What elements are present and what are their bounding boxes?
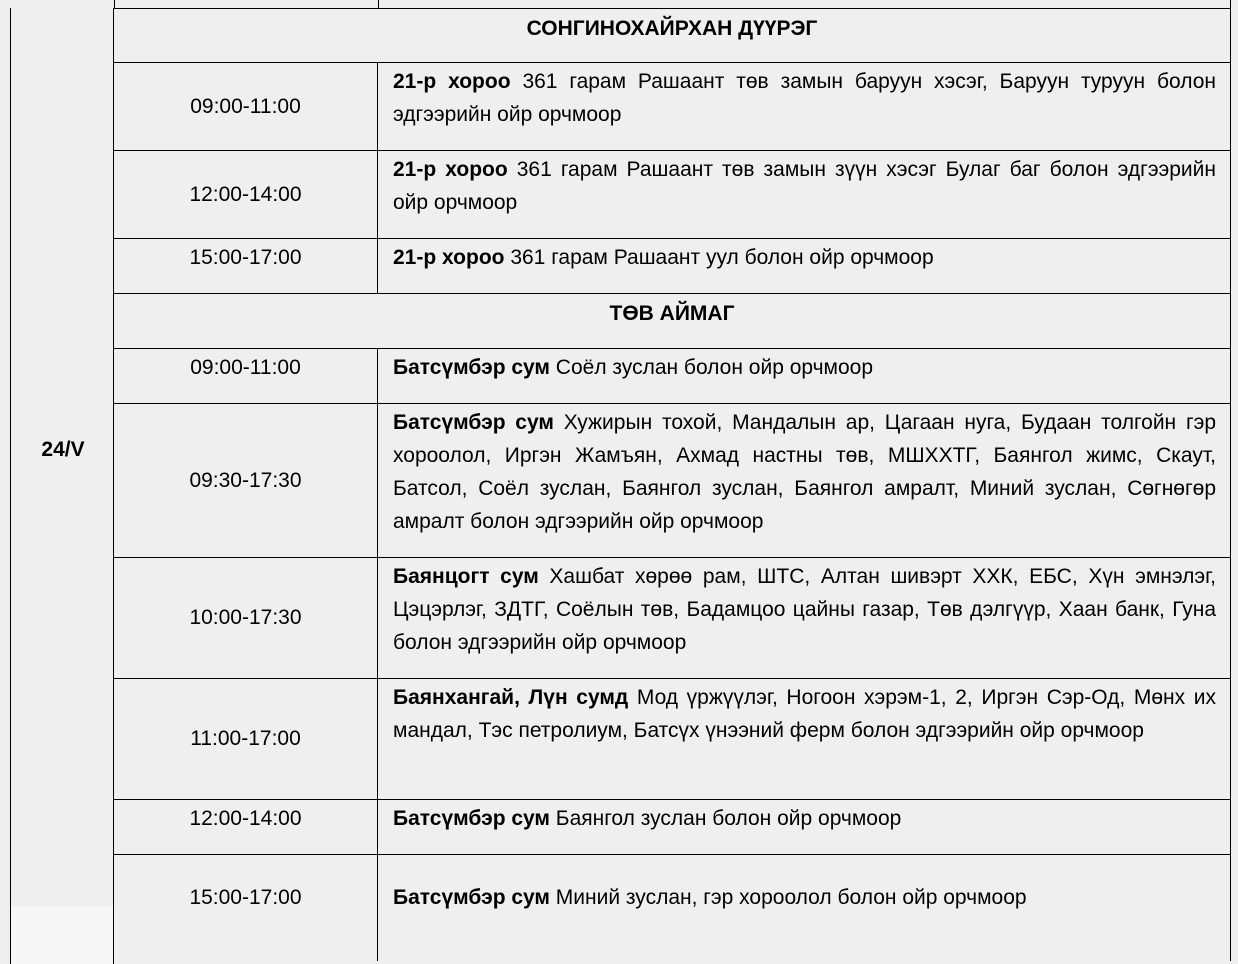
description-text: Баянгол зуслан болон ойр орчмоор [549,807,902,830]
time-cell: 12:00-14:00 [114,800,378,854]
table-row [114,63,1230,151]
table-row [114,679,1230,800]
table-row [114,855,1230,961]
description-cell [378,63,1230,150]
description-text: Миний зуслан, гэр хороолол болон ойр орчмоор [549,886,1027,909]
table-row [114,151,1230,239]
description-text: Мод үржүүлэг, Ногоон хэрэм-1, 2, Иргэн Сэр-Од, Мөнх их мандал, Тэс петролиум, Батсүх үнээний ферм болон эдгээрийн ойр орчмоор [393,686,1216,742]
place-name: 21-р хороо [393,70,511,93]
table-row [114,800,1230,855]
date-label: 24/V [41,438,85,461]
time-cell: 09:00-11:00 [114,63,378,150]
time-cell: 09:00-11:00 [114,349,378,403]
description-text: Соёл зуслан болон ойр орчмоор [549,356,874,379]
table-row [114,558,1230,679]
place-name: Батсүмбэр сум [393,356,550,379]
description-cell [378,558,1230,678]
time-cell: 15:00-17:00 [114,239,378,293]
time-cell: 09:30-17:30 [114,404,378,557]
description-text: 361 гарам Рашаант уул болон ойр орчмоор [504,246,934,269]
place-name: 21-р хороо [393,158,508,181]
place-name: 21-р хороо [393,246,505,269]
description-cell [378,800,1230,854]
time-cell: 10:00-17:30 [114,558,378,678]
time-cell: 12:00-14:00 [114,151,378,238]
top-strip-desc [378,0,1231,8]
date-column-lower [11,906,113,964]
place-name: Батсүмбэр сум [393,807,550,830]
date-column [10,8,114,964]
schedule-table [114,8,1231,961]
description-cell [378,679,1230,799]
place-name: Батсүмбэр сум [393,411,554,434]
description-cell [378,239,1230,293]
time-cell: 11:00-17:00 [114,679,378,799]
section-heading-row [114,8,1230,63]
section-heading-row [114,294,1230,349]
description-text: 361 гарам Рашаант төв замын зүүн хэсэг Булаг баг болон эдгээрийн ойр орчмоор [393,158,1216,214]
place-name: Баянцогт сум [393,565,539,588]
description-cell [378,151,1230,238]
description-text: Хужирын тохой, Мандалын ар, Цагаан нуга, Будаан толгойн гэр хороолол, Иргэн Жамъян, Ахмад настны төв, МШХХТГ, Баянгол жимс, Скаут, Батсол, Соёл зуслан, Баянгол зуслан, Баянгол амралт, Миний зуслан, Сөгнөгөр амралт болон эдгээрийн ойр орчмоор [393,411,1217,533]
table-row [114,349,1230,404]
description-text: 361 гарам Рашаант төв замын баруун хэсэг, Баруун туруун болон эдгээрийн ойр орчмоор [393,70,1217,126]
description-cell [378,349,1230,403]
top-strip-time [114,0,379,8]
table-row [114,239,1230,294]
place-name: Батсүмбэр сум [393,886,550,909]
table-row [114,404,1230,558]
time-cell: 15:00-17:00 [114,855,378,961]
description-text: Хашбат хөрөө рам, ШТС, Алтан шивэрт ХХК, ЕБС, Хүн эмнэлэг, Цэцэрлэг, ЗДТГ, Соёлын төв, Бадамцоо цайны газар, Төв дэлгүүр, Хаан банк, Гуна болон эдгээрийн ойр орчмоор [393,565,1217,654]
place-name: Баянхангай, Лүн сумд [393,686,629,709]
description-cell [378,404,1230,557]
description-cell [378,855,1230,961]
section-title: ТӨВ АЙМАГ [609,302,735,325]
section-title: СОНГИНОХАЙРХАН ДҮҮРЭГ [526,17,818,40]
